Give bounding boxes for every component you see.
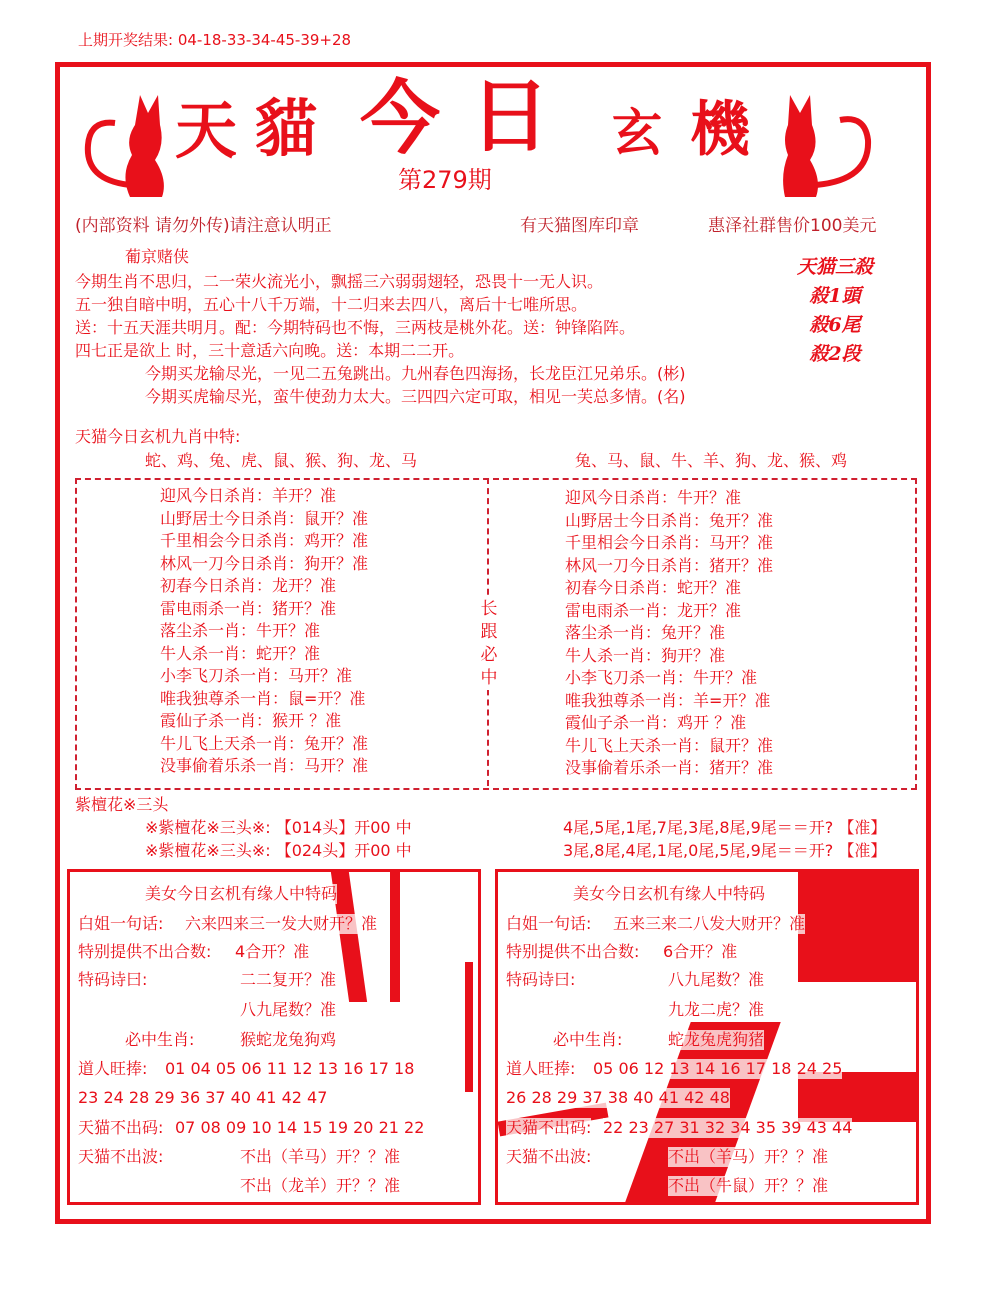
kill-list-right <box>565 487 773 780</box>
kill-item: 千里相会今日杀肖：马开？准 <box>565 533 774 552</box>
box-nocode: 22 23 27 31 32 34 35 39 43 44 <box>603 1118 853 1137</box>
box-daoren2: 26 28 29 37 38 40 41 42 48 <box>506 1088 730 1107</box>
box-daoren-label: 道人旺捧: <box>78 1059 148 1078</box>
box-zodiac: 猴蛇龙兔狗鸡 <box>240 1030 337 1049</box>
cat-right-icon <box>780 85 880 200</box>
kill-item: 没事偷着乐杀一肖：马开？准 <box>160 756 369 775</box>
sandal-row-right: 3尾,8尾,4尾,1尾,0尾,5尾,9尾＝＝开? 【准】 <box>563 841 887 860</box>
kill-item: 牛人杀一肖：狗开？准 <box>565 645 726 665</box>
nine-right: 兔、马、鼠、牛、羊、狗、龙、猴、鸡 <box>575 451 848 470</box>
kill-item: 牛儿飞上天杀一肖：鼠开？准 <box>565 735 774 755</box>
box-nowave1: 不出（羊马）开？？准 <box>668 1147 829 1166</box>
kill-item: 殺2段 <box>809 343 861 365</box>
poem-line: 今期买虎输尽光，蛮牛使劲力太大。三四四六定可取，相见一芙总多情。(名) <box>145 387 686 406</box>
notice-right: 惠泽社群售价100美元 <box>708 216 877 236</box>
issue-number: 第279期 <box>398 166 492 194</box>
box-sentence-label: 白姐一句话: <box>506 914 592 933</box>
kill-item: 殺1頭 <box>809 285 861 307</box>
sandal-title: 紫檀花※三头 <box>75 795 169 814</box>
poem-line: 四七正是欲上 时，三十意适六向晚。送：本期二二开。 <box>75 341 465 360</box>
box-combo-label: 特别提供不出合数: <box>78 942 212 961</box>
kill-item: 山野居士今日杀肖：鼠开？准 <box>160 508 369 528</box>
kill-item: 落尘杀一肖：兔开？准 <box>565 623 726 642</box>
title-char: 今 <box>360 71 440 165</box>
poem-line: 送：十五天涯共明月。配：今期特码也不悔，三两枝是桃外花。送：钟锋陷阵。 <box>75 318 636 337</box>
poem-author: 葡京赌侠 <box>125 247 190 266</box>
kill-item: 霞仙子杀一肖：鸡开 ？准 <box>565 713 747 732</box>
box-daoren1: 01 04 05 06 11 12 13 16 17 18 <box>165 1059 415 1078</box>
box-poem2: 九龙二虎？准 <box>668 1000 765 1019</box>
last-result-label: 上期开奖结果: <box>78 31 174 49</box>
title-char: 天 <box>175 94 238 167</box>
nine-title: 天猫今日玄机九肖中特: <box>75 427 241 446</box>
box-nowave1: 不出（羊马）开？？准 <box>240 1147 401 1166</box>
kill-item: 山野居士今日杀肖：兔开？准 <box>565 510 774 530</box>
box-title: 美女今日玄机有缘人中特码 <box>145 884 338 903</box>
nine-left: 蛇、鸡、兔、虎、鼠、猴、狗、龙、马 <box>145 451 418 470</box>
kill-item: 唯我独尊杀一肖：鼠=开？准 <box>160 688 366 708</box>
poem-line: 今期生肖不思归，二一荣火流光小，飘摇三六弱弱翅轻，恐畏十一无人识。 <box>75 272 604 291</box>
box-sentence: 六来四来三一发大财开？准 <box>185 914 378 933</box>
box-nocode-label: 天猫不出码: <box>78 1118 164 1137</box>
kill-item: 初春今日杀肖：龙开？准 <box>160 576 337 595</box>
kill-item: 雷电雨杀一肖：猪开？准 <box>160 598 337 618</box>
kill-item: 迎风今日杀肖：牛开？准 <box>565 488 742 507</box>
title-char: 玄 <box>612 103 662 162</box>
box-daoren2: 23 24 28 29 36 37 40 41 42 47 <box>78 1088 328 1107</box>
kill-item: 林风一刀今日杀肖：狗开？准 <box>160 553 369 573</box>
kills-title: 天猫三殺 <box>796 256 873 278</box>
box-title: 美女今日玄机有缘人中特码 <box>573 884 766 903</box>
notice-middle: 有天猫图库印章 <box>520 216 639 236</box>
box-sentence: 五来三来二八发大财开？准 <box>613 914 806 933</box>
kill-item: 迎风今日杀肖：羊开？准 <box>160 486 337 505</box>
kill-item: 林风一刀今日杀肖：猪开？准 <box>565 555 774 575</box>
poem-line: 今期买龙输尽光，一见二五兔跳出。九州春色四海扬，长龙臣江兄弟乐。(彬) <box>145 364 686 383</box>
box-zodiac: 蛇龙兔虎狗猪 <box>668 1030 765 1049</box>
title-char: 日 <box>470 69 550 163</box>
kill-item: 雷电雨杀一肖：龙开？准 <box>565 600 742 620</box>
box-nocode: 07 08 09 10 14 15 19 20 21 22 <box>175 1118 425 1137</box>
kill-item: 没事偷着乐杀一肖：猪开？准 <box>565 758 774 777</box>
kill-item: 唯我独尊杀一肖：羊=开？准 <box>565 690 771 710</box>
kill-item: 牛人杀一肖：蛇开？准 <box>160 643 321 663</box>
kill-list-left <box>160 485 368 778</box>
sandal-row-left: ※紫檀花※三头※: 【024头】开00 中 <box>145 841 412 860</box>
prediction-box-right <box>495 869 919 1205</box>
box-zodiac-label: 必中生肖: <box>553 1030 623 1049</box>
cat-left-icon <box>80 85 170 200</box>
box-nowave2: 不出（牛鼠）开？？准 <box>668 1176 829 1195</box>
box-sentence-label: 白姐一句话: <box>78 914 164 933</box>
prediction-box-left <box>67 869 481 1205</box>
box-poem-label: 特码诗曰: <box>78 970 148 989</box>
box-combo: 4合开？准 <box>235 942 310 961</box>
kill-item: 千里相会今日杀肖：鸡开？准 <box>160 531 369 550</box>
box-nowave-label: 天猫不出波: <box>78 1147 164 1166</box>
kill-item: 小李飞刀杀一肖：马开？准 <box>160 666 353 685</box>
notice-left: (内部资料 请勿外传)请注意认明正 <box>75 216 332 236</box>
box-daoren1: 05 06 12 13 14 16 17 18 24 25 <box>593 1059 843 1078</box>
center-label: 长跟必中 <box>480 599 498 688</box>
box-poem2: 八九尾数？准 <box>240 1000 337 1019</box>
kill-item: 牛儿飞上天杀一肖：兔开？准 <box>160 733 369 753</box>
box-combo: 6合开？准 <box>663 942 738 961</box>
title-char: 機 <box>690 95 750 165</box>
box-nowave-label: 天猫不出波: <box>506 1147 592 1166</box>
kill-item: 落尘杀一肖：牛开？准 <box>160 621 321 640</box>
box-nocode-label: 天猫不出码: <box>506 1118 592 1137</box>
sandal-row-left: ※紫檀花※三头※: 【014头】开00 中 <box>145 818 412 837</box>
title-char: 貓 <box>255 92 318 165</box>
poem-line: 五一独自暗中明，五心十八千万端，十二归来去四八，离后十七唯所思。 <box>75 295 588 314</box>
box-poem1: 八九尾数？准 <box>668 970 765 989</box>
box-daoren-label: 道人旺捧: <box>506 1059 576 1078</box>
last-result <box>78 30 351 50</box>
kill-item: 小李飞刀杀一肖：牛开？准 <box>565 668 758 687</box>
kill-item: 殺6尾 <box>809 314 861 336</box>
box-poem1: 二二复开？准 <box>240 970 337 989</box>
box-zodiac-label: 必中生肖: <box>125 1030 195 1049</box>
kill-item: 霞仙子杀一肖：猴开 ？准 <box>160 711 342 730</box>
sandal-row-right: 4尾,5尾,1尾,7尾,3尾,8尾,9尾＝＝开? 【准】 <box>563 818 887 837</box>
last-result-numbers: 04-18-33-34-45-39+28 <box>177 31 352 49</box>
box-nowave2: 不出（龙羊）开？？准 <box>240 1176 401 1195</box>
box-poem-label: 特码诗曰: <box>506 970 576 989</box>
box-combo-label: 特别提供不出合数: <box>506 942 640 961</box>
kill-item: 初春今日杀肖：蛇开？准 <box>565 578 742 597</box>
